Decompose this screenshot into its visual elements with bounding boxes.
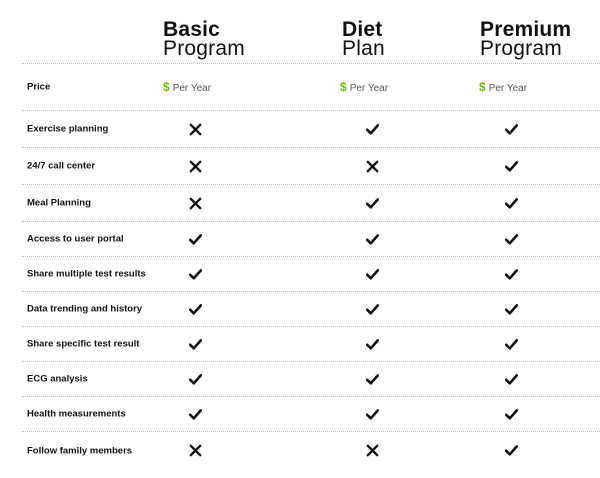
check-icon (501, 121, 521, 137)
comparison-table (22, 63, 600, 469)
row-label: Access to user portal (27, 233, 124, 245)
plan-title-diet (342, 20, 385, 58)
check-icon (362, 301, 382, 317)
cross-icon (185, 158, 205, 174)
row-label: Health measurements (27, 408, 126, 420)
cross-icon (185, 121, 205, 137)
check-icon (501, 371, 521, 387)
check-icon (185, 301, 205, 317)
feature-row (22, 221, 600, 256)
feature-row (22, 147, 600, 184)
price-row (22, 63, 600, 110)
dollar-icon: $ (163, 80, 170, 94)
cross-icon (185, 195, 205, 211)
row-label: Exercise planning (27, 123, 109, 135)
cross-icon (362, 158, 382, 174)
check-icon (501, 406, 521, 422)
dollar-icon: $ (479, 80, 486, 94)
check-icon (501, 336, 521, 352)
check-icon (185, 371, 205, 387)
feature-row (22, 184, 600, 221)
check-icon (501, 301, 521, 317)
check-icon (501, 443, 521, 459)
price-period: Per Year (172, 83, 212, 94)
check-icon (501, 231, 521, 247)
check-icon (362, 406, 382, 422)
row-label: Follow family members (27, 445, 133, 456)
cross-icon (362, 443, 382, 459)
row-label: 24/7 call center (27, 160, 96, 172)
price-premium (479, 80, 527, 94)
check-icon (185, 266, 205, 282)
plan-name-light: Plan (342, 37, 385, 60)
check-icon (362, 336, 382, 352)
check-icon (185, 406, 205, 422)
check-icon (362, 266, 382, 282)
check-icon (501, 266, 521, 282)
check-icon (362, 231, 382, 247)
plan-name-bold: Basic (163, 18, 221, 41)
plans-header (0, 0, 600, 62)
price-basic (163, 80, 211, 94)
plan-name-light: Program (163, 37, 245, 60)
check-icon (501, 158, 521, 174)
price-period: Per Year (349, 83, 389, 94)
feature-row (22, 256, 600, 291)
check-icon (362, 195, 382, 211)
check-icon (362, 121, 382, 137)
feature-row (22, 291, 600, 326)
plan-name-bold: Diet (342, 18, 383, 41)
check-icon (185, 231, 205, 247)
row-label: Meal Planning (27, 197, 91, 209)
row-label: Share specific test result (27, 338, 140, 350)
row-label: Data trending and history (27, 303, 143, 315)
price-period: Per Year (488, 83, 528, 94)
row-label: Share multiple test results (27, 268, 146, 280)
row-label: ECG analysis (27, 373, 88, 385)
feature-row (22, 431, 600, 469)
check-icon (362, 371, 382, 387)
plan-title-premium (480, 20, 571, 58)
price-diet (340, 80, 388, 94)
feature-row (22, 361, 600, 396)
row-label: Price (27, 81, 51, 93)
dollar-icon: $ (340, 80, 347, 94)
feature-row (22, 396, 600, 431)
plan-name-light: Program (480, 37, 562, 60)
cross-icon (185, 443, 205, 459)
plan-name-bold: Premium (480, 18, 572, 41)
check-icon (501, 195, 521, 211)
feature-row (22, 110, 600, 147)
check-icon (185, 336, 205, 352)
feature-row (22, 326, 600, 361)
plan-title-basic (163, 20, 245, 58)
